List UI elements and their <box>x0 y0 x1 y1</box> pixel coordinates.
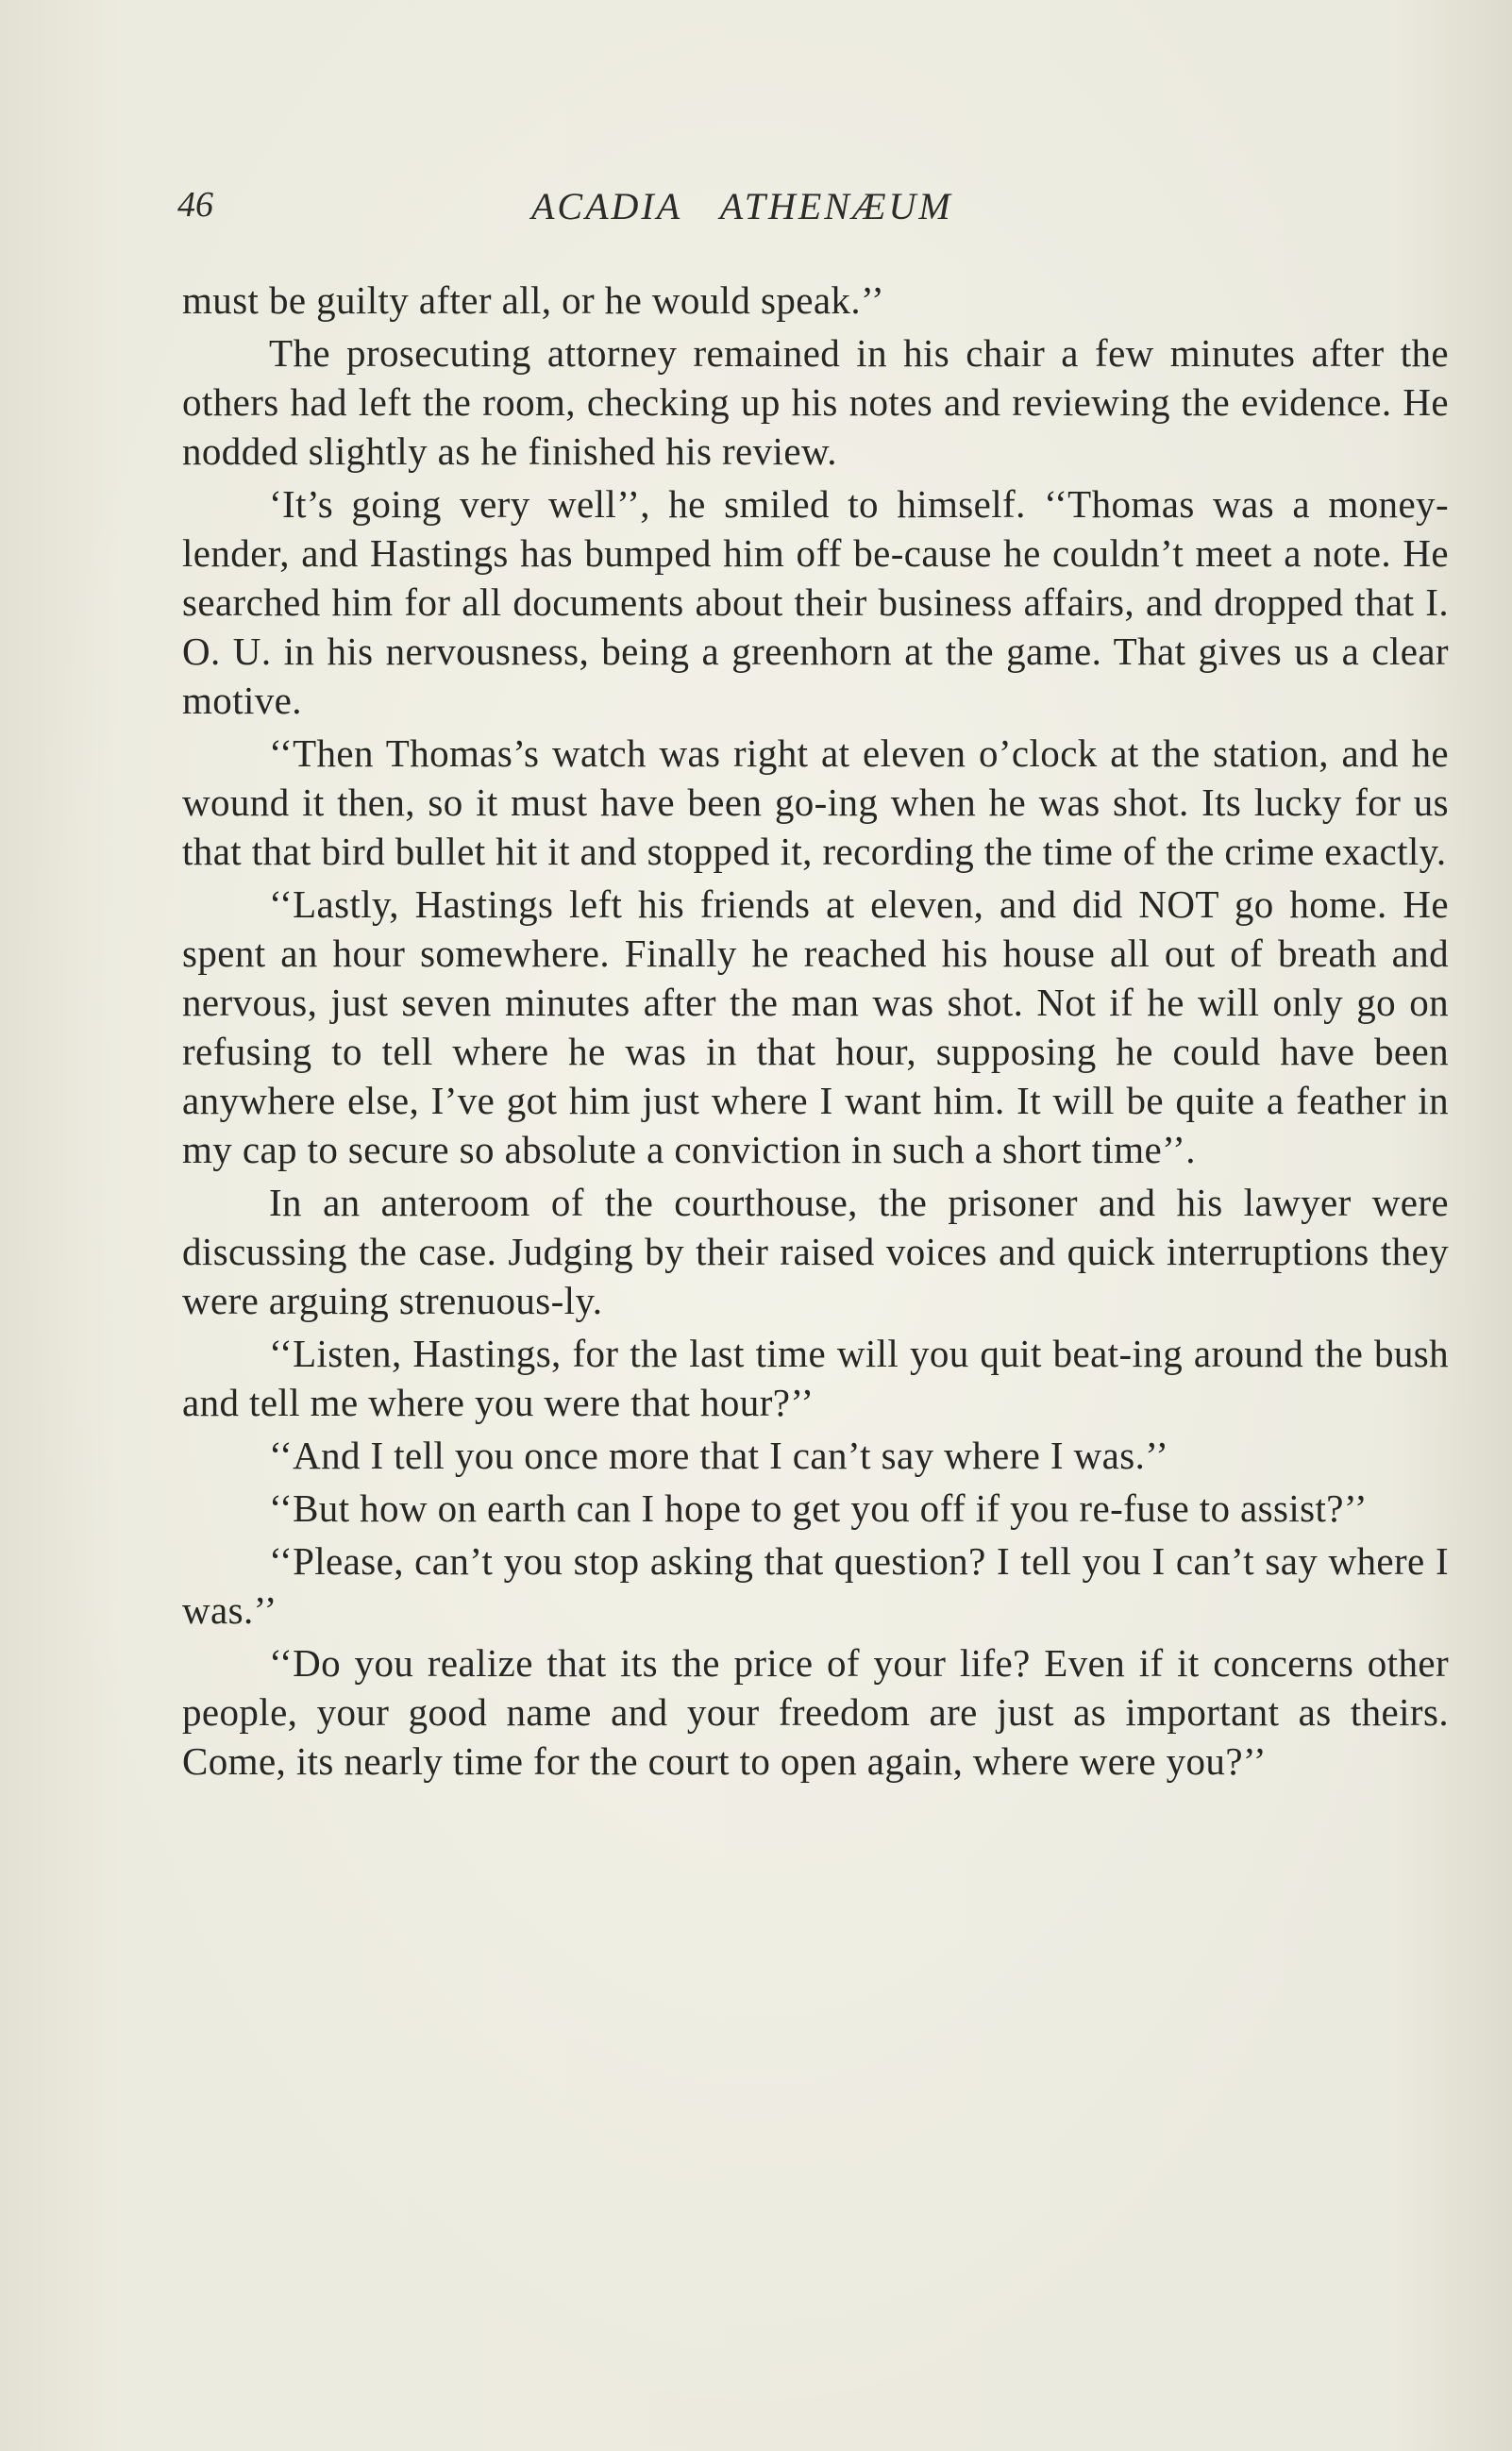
paragraph: ‘‘Lastly, Hastings left his friends at eleven, and did NOT go home. He spent an hour somewhere. Finally he reached his house all out of breath and nervous, just seven minutes after the man was shot. Not if he will only go on refusing to tell where he was in that hour, supposing he could have been anywhere else, I’ve got him just where I want him. It will be quite a feather in my cap to secure so absolute a conviction in such a short time’’. <box>182 882 1449 1171</box>
page-header <box>177 184 1447 241</box>
paragraph: ‘It’s going very well’’, he smiled to himself. ‘‘Thomas was a money-lender, and Hastings has bumped him off be-cause he couldn’t meet a note. He searched him for all documents about their business affairs, and dropped that I. O. U. in his nervousness, being a greenhorn at the game. That gives us a clear motive. <box>182 482 1449 722</box>
paragraph: ‘‘Please, can’t you stop asking that question? I tell you I can’t say where I was.’’ <box>182 1539 1449 1632</box>
paragraph: The prosecuting attorney remained in his chair a few minutes after the others had left the room, checking up his notes and reviewing the evidence. He nodded slightly as he finished his review. <box>182 331 1449 473</box>
paragraph: ‘‘Listen, Hastings, for the last time will you quit beat-ing around the bush and tell me where you were that hour?’’ <box>182 1332 1449 1424</box>
running-title: ACADIA ATHENÆUM <box>531 185 953 227</box>
page-number: 46 <box>177 185 213 225</box>
paragraph: must be guilty after all, or he would speak.’’ <box>182 278 885 322</box>
paragraph: ‘‘Then Thomas’s watch was right at eleven o’clock at the station, and he wound it then, so it must have been go-ing when he was shot. Its lucky for us that that bird bullet hit it and stopped it, recording the time of the crime exactly. <box>182 731 1449 873</box>
paragraph: ‘‘But how on earth can I hope to get you off if you re-fuse to assist?’’ <box>269 1486 1368 1530</box>
paragraph: ‘‘Do you realize that its the price of your life? Even if it concerns other people, your good name and your freedom are just as important as theirs. Come, its nearly time for the court to open again, where were you?’’ <box>182 1641 1449 1783</box>
body-text <box>182 276 1449 1789</box>
paragraph: ‘‘And I tell you once more that I can’t say where I was.’’ <box>269 1434 1169 1477</box>
paragraph: In an anteroom of the courthouse, the prisoner and his lawyer were discussing the case. Judging by their raised voices and quick interruptions they were arguing strenuous-ly. <box>182 1181 1449 1322</box>
